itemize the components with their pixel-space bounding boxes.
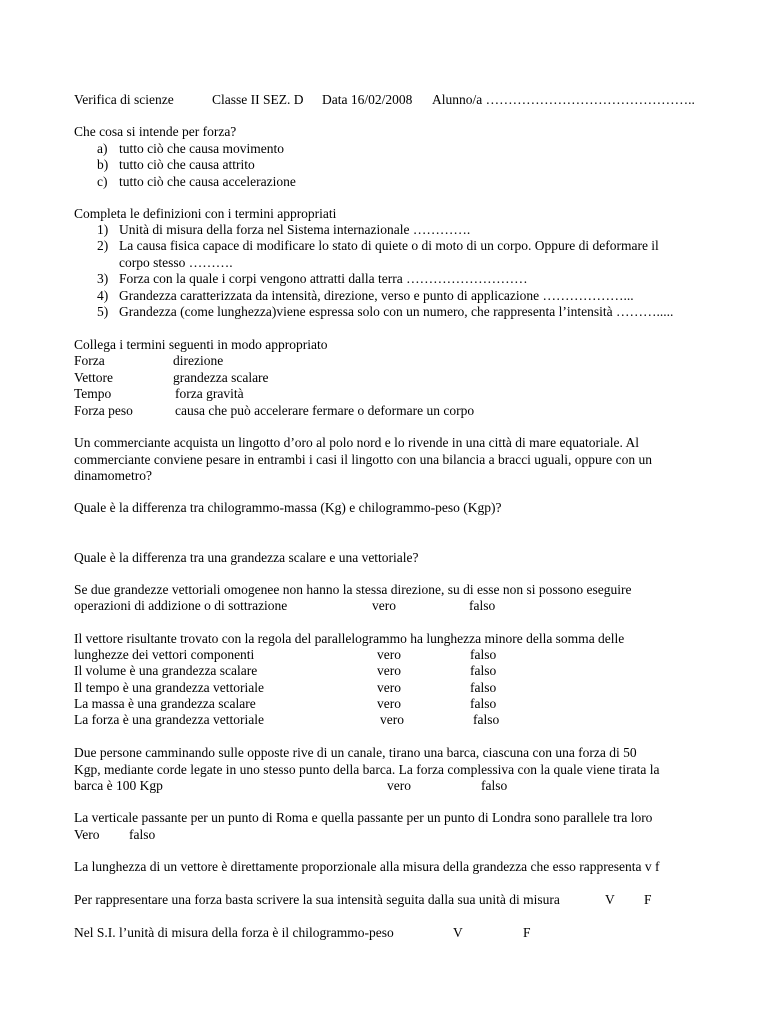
q2-item-text: La causa fisica capace di modificare lo stato di quiete o di moto di un corpo. Oppure di deformare il xyxy=(119,238,659,253)
q11-statement: La lunghezza di un vettore è direttamente proporzionale alla misura della grandezza che esso rappresenta v f xyxy=(74,859,660,874)
q8-vero-option: vero xyxy=(377,680,401,695)
q3-left-term: Tempo xyxy=(74,386,112,401)
q1-question: Che cosa si intende per forza? xyxy=(74,124,237,139)
q10-falso-option: falso xyxy=(129,827,156,842)
q8-falso-option: falso xyxy=(473,712,500,727)
q8-falso-option: falso xyxy=(470,680,497,695)
q8-vero-option: vero xyxy=(377,696,401,711)
q4-line: Un commerciante acquista un lingotto d’oro al polo nord e lo rivende in una città di mare equatoriale. Al xyxy=(74,435,639,450)
q1-option-text: tutto ciò che causa accelerazione xyxy=(119,174,296,189)
q2-item-num: 5) xyxy=(97,304,109,319)
q13-v-option: V xyxy=(453,925,463,940)
q1-option-letter: b) xyxy=(97,157,109,172)
q8-falso-option: falso xyxy=(470,663,497,678)
q2-title: Completa le definizioni con i termini appropriati xyxy=(74,206,337,221)
q3-title: Collega i termini seguenti in modo appropriato xyxy=(74,337,328,352)
q7-line: operazioni di addizione o di sottrazione xyxy=(74,598,288,613)
q3-left-term: Forza peso xyxy=(74,403,133,418)
q8-statement: lunghezze dei vettori componenti xyxy=(74,647,255,662)
q8-vero-option: vero xyxy=(380,712,404,727)
q3-right-term: direzione xyxy=(173,353,224,368)
q8-falso-option: falso xyxy=(470,696,497,711)
q9-line: Due persone camminando sulle opposte rive di un canale, tirano una barca, ciascuna con una forza di 50 xyxy=(74,745,637,760)
q3-right-term: forza gravità xyxy=(175,386,244,401)
q13-statement: Nel S.I. l’unità di misura della forza è il chilogrammo-peso xyxy=(74,925,394,940)
q6-question: Quale è la differenza tra una grandezza scalare e una vettoriale? xyxy=(74,550,419,565)
q13-f-option: F xyxy=(523,925,531,940)
q12-v-option: V xyxy=(605,892,615,907)
header-classe: Classe II SEZ. D xyxy=(212,92,304,107)
q10-vero-option: Vero xyxy=(74,827,100,842)
header-data: Data 16/02/2008 xyxy=(322,92,413,107)
q8-statement: Il tempo è una grandezza vettoriale xyxy=(74,680,265,695)
q8-statement: La forza è una grandezza vettoriale xyxy=(74,712,265,727)
q10-line: La verticale passante per un punto di Roma e quella passante per un punto di Londra sono parallele tra loro xyxy=(74,810,653,825)
q9-line: Kgp, mediante corde legate in uno stesso punto della barca. La forza complessiva con la quale viene tirata la xyxy=(74,762,660,777)
q2-item-text-cont: corpo stesso ………. xyxy=(119,255,233,270)
q8-falso-option: falso xyxy=(470,647,497,662)
q8-intro: Il vettore risultante trovato con la regola del parallelogrammo ha lunghezza minore della somma delle xyxy=(74,631,625,646)
q2-item-text: Grandezza (come lunghezza)viene espressa solo con un numero, che rappresenta l’intensità ………..... xyxy=(119,304,674,319)
q5-question: Quale è la differenza tra chilogrammo-massa (Kg) e chilogrammo-peso (Kgp)? xyxy=(74,500,502,515)
q8-vero-option: vero xyxy=(377,663,401,678)
q4-line: commerciante conviene pesare in entrambi i casi il lingotto con una bilancia a bracci uguali, oppure con un xyxy=(74,452,653,467)
q8-statement: La massa è una grandezza scalare xyxy=(74,696,256,711)
q2-item-text: Forza con la quale i corpi vengono attratti dalla terra ……………………… xyxy=(119,271,528,286)
q4-line: dinamometro? xyxy=(74,468,152,483)
q3-right-term: grandezza scalare xyxy=(173,370,269,385)
q1-option-text: tutto ciò che causa attrito xyxy=(119,157,255,172)
q9-vero-option: vero xyxy=(387,778,411,793)
header-subject: Verifica di scienze xyxy=(74,92,174,107)
q8-statement: Il volume è una grandezza scalare xyxy=(74,663,258,678)
q1-option-text: tutto ciò che causa movimento xyxy=(119,141,284,156)
q3-right-term: causa che può accelerare fermare o deformare un corpo xyxy=(175,403,475,418)
q3-left-term: Vettore xyxy=(74,370,113,385)
q9-falso-option: falso xyxy=(481,778,508,793)
q12-f-option: F xyxy=(644,892,652,907)
q2-item-text: Grandezza caratterizzata da intensità, direzione, verso e punto di applicazione ………………... xyxy=(119,288,634,303)
q9-line: barca è 100 Kgp xyxy=(74,778,163,793)
q2-item-num: 4) xyxy=(97,288,109,303)
q2-item-text: Unità di misura della forza nel Sistema internazionale …………. xyxy=(119,222,471,237)
q1-option-letter: a) xyxy=(97,141,108,156)
q2-item-num: 1) xyxy=(97,222,109,237)
q12-statement: Per rappresentare una forza basta scrivere la sua intensità seguita dalla sua unità di misura xyxy=(74,892,560,907)
q3-left-term: Forza xyxy=(74,353,105,368)
q8-vero-option: vero xyxy=(377,647,401,662)
q7-vero-option: vero xyxy=(372,598,396,613)
header-alunno: Alunno/a ……………………………………….. xyxy=(432,92,695,107)
q7-line: Se due grandezze vettoriali omogenee non hanno la stessa direzione, su di esse non si possono eseguire xyxy=(74,582,632,597)
q2-item-num: 3) xyxy=(97,271,109,286)
q2-item-num: 2) xyxy=(97,238,109,253)
q1-option-letter: c) xyxy=(97,174,108,189)
q7-falso-option: falso xyxy=(469,598,496,613)
